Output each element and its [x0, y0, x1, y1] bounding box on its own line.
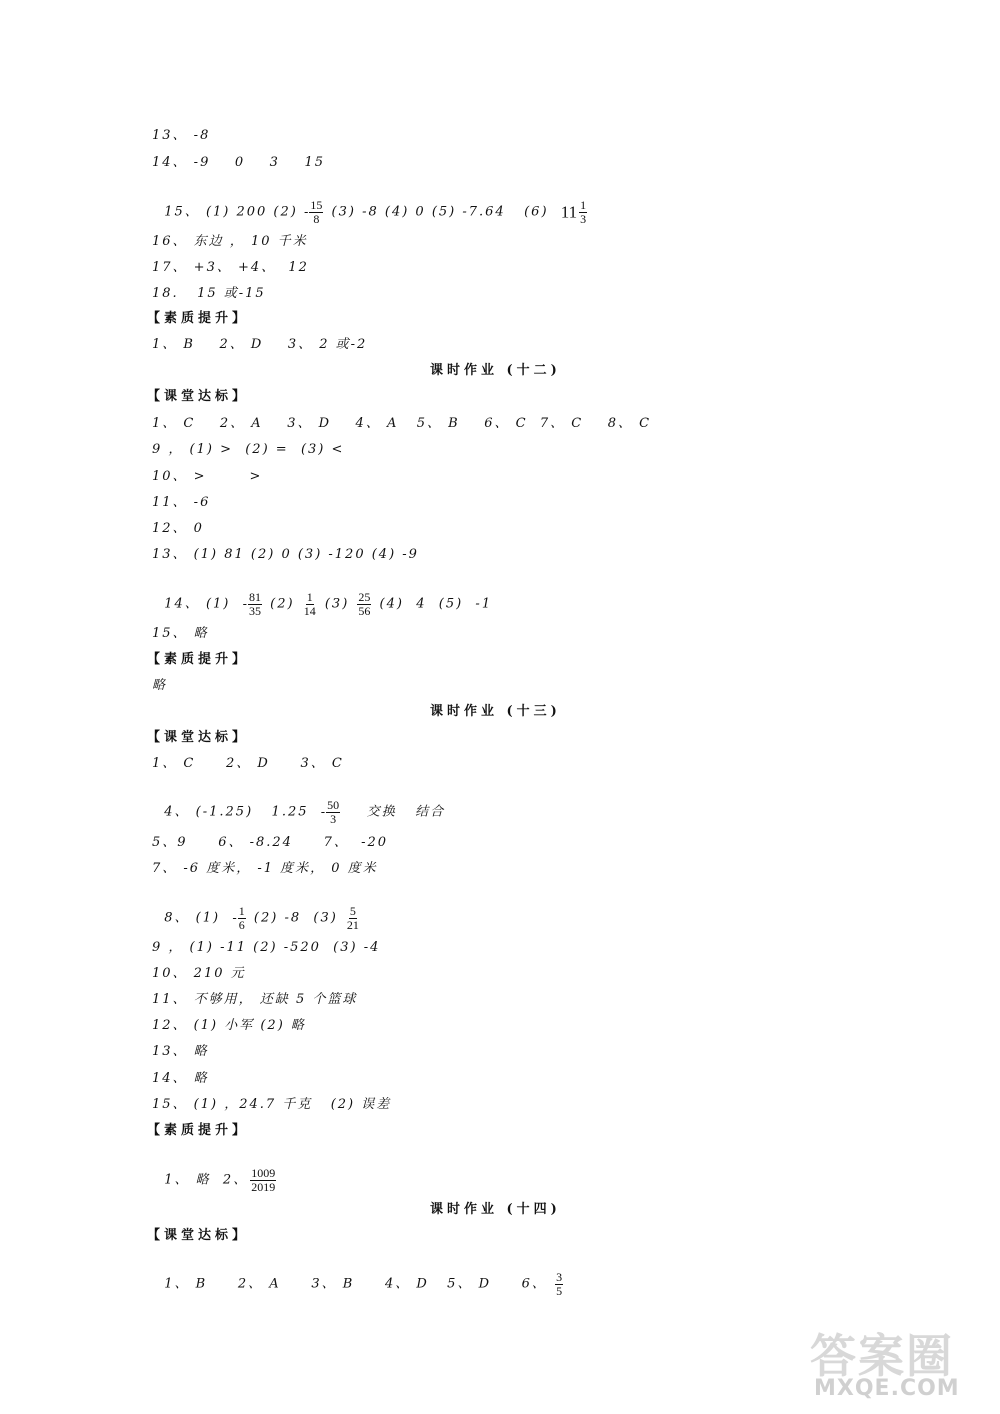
fraction-numerator: 81 — [249, 590, 262, 604]
fraction-denominator: 21 — [346, 917, 359, 932]
fraction-numerator: 1 — [238, 904, 245, 918]
answer-14-middle: (3) — [318, 596, 356, 612]
fraction — [250, 1167, 276, 1193]
answer-15-prefix: 15、 (1) 200 (2) — [164, 204, 304, 220]
fraction — [238, 905, 246, 931]
section-heading: 【素质提升】 — [147, 652, 250, 667]
answer-15 — [152, 186, 589, 225]
watermark-url: MXQE.COM — [814, 1376, 960, 1401]
fraction — [579, 199, 587, 225]
fraction-denominator: 35 — [249, 603, 262, 618]
section-heading: 【素质提升】 — [147, 311, 250, 326]
negative-sign: - — [303, 204, 309, 220]
mixed-number-whole: 11 — [560, 202, 578, 222]
answer-4 — [152, 786, 445, 825]
answer-10: 10、 > > — [152, 469, 263, 484]
fraction-denominator: 2019 — [251, 1179, 276, 1194]
fraction-denominator: 5 — [556, 1283, 563, 1298]
section-heading: 【课堂达标】 — [147, 730, 250, 745]
fraction-numerator: 5 — [349, 904, 356, 918]
answer-4-prefix: 4、 (-1.25) 1.25 — [164, 804, 321, 820]
answer-18: 18. 15 或-15 — [152, 286, 266, 301]
answer-14-prefix: 14、 (1) — [164, 596, 243, 612]
fraction — [248, 591, 262, 617]
answer-14: 14、 -9 0 3 15 — [152, 155, 326, 170]
section-title: 课时作业 (十二) — [430, 363, 561, 378]
answer-14: 14、 略 — [152, 1071, 209, 1086]
answer-12: 12、 (1) 小军 (2) 略 — [152, 1018, 306, 1033]
answer-line: 1、 C 2、 D 3、 C — [152, 756, 344, 771]
fraction-numerator: 15 — [310, 198, 323, 212]
answer-8 — [152, 892, 362, 931]
answer-4-suffix: 交换 结合 — [342, 804, 446, 820]
watermark-logo-text: 答案圈 — [810, 1329, 954, 1383]
answer-line — [152, 1154, 278, 1193]
answer-line-prefix: 1、 B 2、 A 3、 B 4、 D 5、 D 6、 — [164, 1276, 554, 1292]
answer-13: 13、 略 — [152, 1044, 209, 1059]
negative-sign: - — [320, 804, 326, 820]
answer-9: 9 ， (1) -11 (2) -520 (3) -4 — [152, 940, 381, 955]
answer-line: 1、 B 2、 D 3、 2 或-2 — [152, 337, 368, 352]
fraction — [326, 799, 340, 825]
answer-15: 15、 (1) ，24.7 千克 (2) 误差 — [152, 1097, 392, 1112]
fraction — [309, 199, 323, 225]
section-heading: 【课堂达标】 — [147, 1228, 250, 1243]
fraction-denominator: 56 — [358, 603, 371, 618]
answer-14-suffix: (4) 4 (5) -1 — [373, 596, 493, 612]
fraction-denominator: 3 — [330, 811, 337, 826]
section-heading: 【课堂达标】 — [147, 389, 250, 404]
fraction-denominator: 8 — [313, 211, 320, 226]
negative-sign: - — [232, 910, 237, 926]
fraction — [346, 905, 360, 931]
fraction-numerator: 1 — [580, 198, 587, 212]
fraction-numerator: 50 — [327, 798, 340, 812]
negative-sign: - — [242, 596, 248, 612]
answer-11: 11、 不够用， 还缺 5 个篮球 — [152, 992, 358, 1007]
answer-16: 16、 东边 ， 10 千米 — [152, 234, 308, 249]
fraction — [303, 591, 317, 617]
answer-11: 11、 -6 — [152, 495, 211, 510]
answer-10: 10、 210 元 — [152, 966, 246, 981]
answer-12: 12、 0 — [152, 521, 204, 536]
answer-8-prefix: 8、 (1) — [164, 910, 233, 926]
answer-14-middle: (2) — [264, 596, 301, 612]
section-heading: 【素质提升】 — [147, 1123, 250, 1138]
answer-17: 17、 +3、 +4、 12 — [152, 260, 309, 275]
answer-8-middle: (2) -8 (3) — [247, 910, 344, 926]
answer-line-prefix: 1、 略 2、 — [164, 1172, 249, 1188]
answer-13: 13、 (1) 81 (2) 0 (3) -120 (4) -9 — [152, 547, 419, 562]
fraction — [555, 1271, 563, 1297]
answer-line: 略 — [152, 678, 168, 693]
fraction-numerator: 1 — [306, 590, 313, 604]
fraction-denominator: 14 — [303, 603, 316, 618]
fraction-numerator: 3 — [556, 1270, 563, 1284]
fraction-denominator: 3 — [580, 211, 587, 226]
answer-line: 1、 C 2、 A 3、 D 4、 A 5、 B 6、 C 7、 C 8、 C — [152, 416, 652, 431]
section-title: 课时作业 (十三) — [430, 704, 561, 719]
answer-13: 13、 -8 — [152, 128, 211, 143]
fraction-numerator: 25 — [358, 590, 371, 604]
answer-15: 15、 略 — [152, 626, 209, 641]
watermark — [800, 1320, 990, 1410]
answer-line — [152, 1258, 565, 1297]
fraction-numerator: 1009 — [251, 1166, 276, 1180]
answer-9: 9 ， (1) > (2) = (3) < — [152, 442, 345, 457]
answer-5: 5、9 6、 -8.24 7、 -20 — [152, 835, 389, 850]
fraction-denominator: 6 — [238, 917, 245, 932]
answer-15-suffix: (3) -8 (4) 0 (5) -7.64 (6) — [325, 204, 561, 220]
fraction — [357, 591, 371, 617]
answer-7: 7、 -6 度米， -1 度米， 0 度米 — [152, 861, 378, 876]
section-title: 课时作业 (十四) — [430, 1202, 561, 1217]
answer-14 — [152, 578, 492, 617]
